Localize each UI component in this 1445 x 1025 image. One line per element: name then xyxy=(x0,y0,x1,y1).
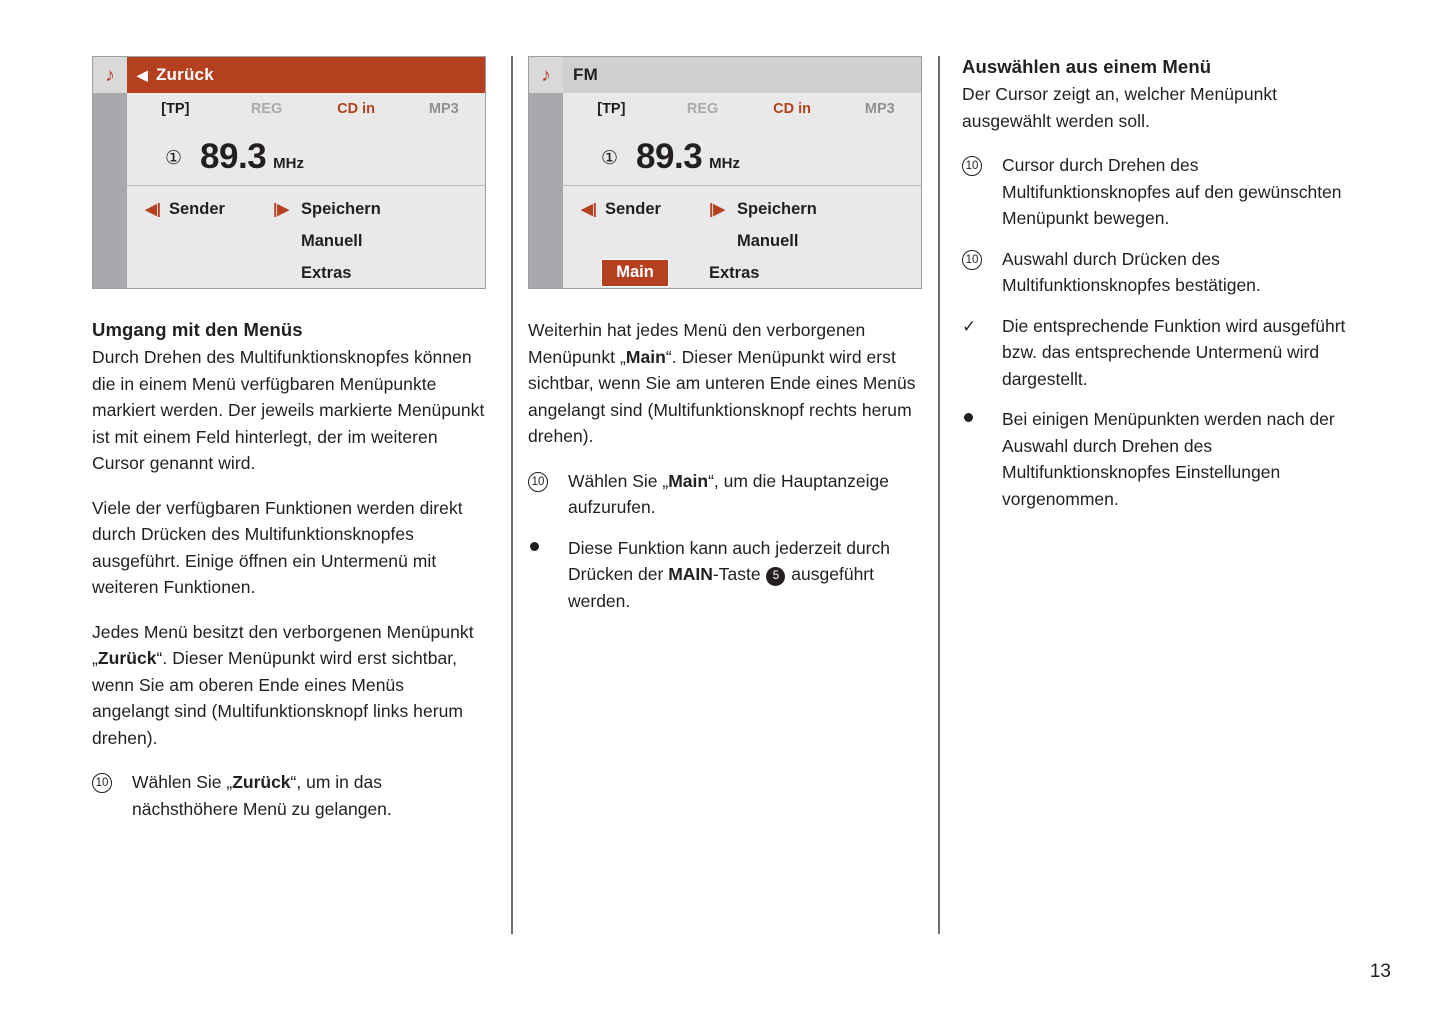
frequency-unit: MHz xyxy=(273,155,304,172)
col2-i1-keyword: Main xyxy=(668,470,709,491)
frequency-value: 89.3 xyxy=(636,137,703,176)
menu-label-extras[interactable]: Extras xyxy=(301,263,352,282)
status-reg: REG xyxy=(250,101,283,117)
col2-p1-keyword: Main xyxy=(625,346,666,367)
column-3 xyxy=(962,56,1352,512)
bullet-dot-marker xyxy=(962,406,1002,512)
col3-list xyxy=(962,152,1352,512)
list-item xyxy=(962,246,1352,299)
radio-display-zurueck xyxy=(92,56,486,289)
skip-next-icon[interactable]: |▶ xyxy=(273,200,289,218)
preset-number: ① xyxy=(601,148,619,169)
display-menu-rows xyxy=(127,193,485,289)
status-cdin: CD in xyxy=(773,101,812,117)
col1-heading: Umgang mit den Menüs xyxy=(92,319,303,340)
list-item-body: Die entsprechende Funktion wird ausgeführt bzw. das entsprechende Untermenü wird dargestellt. xyxy=(1002,315,1346,389)
display-screen xyxy=(563,93,921,288)
display-menu-rows xyxy=(563,193,921,289)
display-screen xyxy=(127,93,485,288)
bullet-dot-marker xyxy=(528,535,568,615)
radio-display-fm xyxy=(528,56,922,289)
col2-i2-post: ausgeführt werden. xyxy=(568,564,874,611)
list-item xyxy=(962,406,1352,512)
list-item xyxy=(962,313,1352,393)
display-separator xyxy=(127,185,485,186)
list-item-body xyxy=(132,769,486,822)
col1-b1-post: “, um in das nächsthöhere Menü zu gelangen. xyxy=(132,772,392,819)
col2-paragraph-1 xyxy=(528,317,920,450)
menu-label-extras[interactable]: Extras xyxy=(709,263,760,282)
page-number: 13 xyxy=(1369,961,1391,982)
col1-paragraph-3 xyxy=(92,619,486,752)
display-left-bar xyxy=(529,93,563,288)
menu-label-speichern[interactable]: Speichern xyxy=(737,199,817,218)
circled-ten-marker: 10 xyxy=(528,468,568,521)
music-note-icon: ♪ xyxy=(529,57,563,93)
skip-next-icon[interactable]: |▶ xyxy=(709,200,725,218)
list-item xyxy=(528,468,920,521)
column-divider-2 xyxy=(938,56,940,934)
skip-previous-icon[interactable]: ◀| xyxy=(145,200,161,218)
display-separator xyxy=(563,185,921,186)
main-button[interactable]: Main xyxy=(601,259,669,287)
menu-label-manuell[interactable]: Manuell xyxy=(737,231,799,250)
col3-heading: Auswählen aus einem Menü xyxy=(962,56,1212,77)
col2-i2-keyword: MAIN xyxy=(668,564,713,584)
status-tp: [TP] xyxy=(161,101,190,117)
list-item xyxy=(962,152,1352,232)
col1-b1-pre: Wählen Sie „ xyxy=(132,772,233,792)
list-item-body: Bei einigen Menüpunkten werden nach der Auswahl durch Drehen des Multifunktionsknopfes Einstellungen vorgenommen. xyxy=(1002,409,1335,509)
back-arrow-icon: ◀ xyxy=(137,66,148,83)
col2-list xyxy=(528,468,920,615)
status-mp3: MP3 xyxy=(864,101,895,117)
menu-label-sender[interactable]: Sender xyxy=(605,199,661,218)
col1-p3-keyword: Zurück xyxy=(97,648,157,668)
display-titlebar xyxy=(93,57,485,93)
list-item xyxy=(92,769,486,822)
status-row xyxy=(127,101,485,117)
menu-label-speichern[interactable]: Speichern xyxy=(301,199,381,218)
display-title-label: FM xyxy=(573,65,598,84)
frequency-row xyxy=(127,137,485,177)
col2-i1-pre: Wählen Sie „ xyxy=(568,470,669,491)
list-item-body: Cursor durch Drehen des Multifunktionsknopfes auf den gewünschten Menüpunkt bewegen. xyxy=(1002,155,1342,228)
menu-row xyxy=(127,225,485,257)
list-item-body xyxy=(568,535,920,615)
status-row xyxy=(563,101,921,117)
circled-ten-marker: 10 xyxy=(962,246,1002,299)
column-2 xyxy=(528,56,920,614)
display-title xyxy=(127,57,485,93)
col2-p1-post: “. Dieser Menüpunkt wird erst sichtbar, wenn Sie am unteren Ende eines Menüs angelangt sind (Multifunktionsknopf rechts herum drehen). xyxy=(528,346,916,446)
col1-paragraph-1: Durch Drehen des Multifunktionsknopfes können die in einem Menü verfügbaren Menüpunkte markiert werden. Der jeweils markierte Menüpunkt ist mit einem Feld hinterlegt, der im weiteren Cursor genannt wird. xyxy=(92,347,485,473)
menu-row xyxy=(127,193,485,225)
menu-row xyxy=(563,193,921,225)
col2-p1-pre: Weiterhin hat jedes Menü den verborgenen Menüpunkt „ xyxy=(528,320,866,367)
list-item xyxy=(528,535,920,615)
preset-number: ① xyxy=(165,148,183,169)
col1-b1-keyword: Zurück xyxy=(232,772,291,792)
col1-p3-pre: Jedes Menü besitzt den verborgenen Menüpunkt „ xyxy=(92,621,474,668)
menu-row xyxy=(127,257,485,289)
display-left-bar xyxy=(93,93,127,288)
status-reg: REG xyxy=(686,101,719,117)
frequency-unit: MHz xyxy=(709,155,740,172)
col1-list xyxy=(92,769,486,822)
menu-row-main xyxy=(563,257,921,289)
col2-i2-mid: -Taste xyxy=(712,564,766,584)
menu-label-sender[interactable]: Sender xyxy=(169,199,225,218)
skip-previous-icon[interactable]: ◀| xyxy=(581,200,597,218)
col1-paragraph-2: Viele der verfügbaren Funktionen werden direkt durch Drücken des Multifunktionsknopfes ausgeführt. Einige öffnen ein Untermenü mit weiteren Funktionen. xyxy=(92,497,463,597)
column-divider-1 xyxy=(511,56,513,934)
status-tp: [TP] xyxy=(597,101,626,117)
checkmark-icon: ✓ xyxy=(962,316,977,336)
circled-ten-marker: 10 xyxy=(92,769,132,822)
frequency-row xyxy=(563,137,921,177)
list-item-body: Auswahl durch Drücken des Multifunktionsknopfes bestätigen. xyxy=(1002,248,1261,295)
col2-i2-pre: Diese Funktion kann auch jederzeit durch Drücken der xyxy=(568,537,890,584)
col1-p3-post: “. Dieser Menüpunkt wird erst sichtbar, wenn Sie am oberen Ende eines Menüs angelangt sind (Multifunktionsknopf links herum drehen). xyxy=(92,648,464,748)
menu-row xyxy=(563,225,921,257)
col3-intro: Der Cursor zeigt an, welcher Menüpunkt ausgewählt werden soll. xyxy=(962,84,1278,131)
frequency-value: 89.3 xyxy=(200,137,267,176)
display-title xyxy=(563,57,921,93)
display-title-label: Zurück xyxy=(155,65,214,84)
status-cdin: CD in xyxy=(337,101,376,117)
column-1 xyxy=(92,56,486,822)
circled-ten-marker: 10 xyxy=(962,152,1002,232)
col2-i1-post: “, um die Hauptanzeige aufzurufen. xyxy=(568,470,890,517)
display-titlebar xyxy=(529,57,921,93)
list-item-body xyxy=(568,468,920,521)
music-note-icon: ♪ xyxy=(93,57,127,93)
callout-badge-5: 5 xyxy=(766,567,785,586)
status-mp3: MP3 xyxy=(428,101,459,117)
menu-label-manuell[interactable]: Manuell xyxy=(301,231,363,250)
